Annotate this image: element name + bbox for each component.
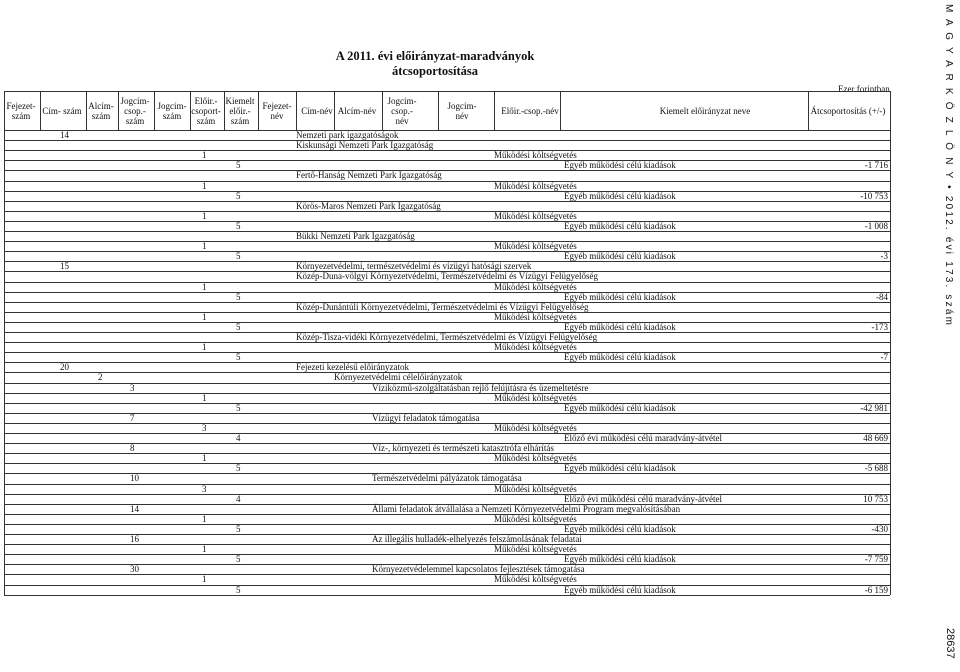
table-row (0, 201, 892, 211)
code-cell: 5 (236, 402, 241, 413)
name-cell: Egyéb működési célú kiadások (564, 523, 676, 534)
column-divider (190, 91, 191, 130)
name-cell: Fertő-Hanság Nemzeti Park Igazgatóság (296, 170, 442, 181)
header-kiemelt-nev: Kiemelt előirányzat neve (659, 106, 751, 116)
code-cell: 1 (202, 210, 207, 221)
code-cell: 16 (130, 534, 139, 544)
name-cell: Egyéb működési célú kiadások (564, 463, 676, 474)
amount-cell: -1 716 (864, 160, 888, 171)
name-cell: Víziközmű-szolgáltatásban rejlő felújításra és üzemeltetésre (372, 382, 589, 393)
name-cell: Környezetvédelmi célelőirányzatok (334, 372, 463, 383)
header-jogcim-nev: Jogcím- név (447, 101, 477, 121)
code-cell: 1 (202, 342, 207, 353)
header-kiemelt-eloir-szam: Kiemelt előir.- szám (225, 96, 255, 126)
header-eloir-csoport-szam: Előir.- csoport- szám (191, 96, 221, 126)
code-cell: 5 (236, 352, 241, 363)
name-cell: Egyéb működési célú kiadások (564, 352, 676, 363)
table-row (0, 423, 892, 433)
table-row (0, 352, 892, 362)
name-cell: Vízügyi feladatok támogatása (372, 412, 480, 423)
amount-cell: -3 (880, 251, 888, 262)
table-row (0, 453, 892, 463)
code-cell: 1 (202, 311, 207, 322)
table-row (0, 524, 892, 534)
code-cell: 14 (130, 503, 139, 514)
name-cell: Fejezeti kezelésű előirányzatok (296, 362, 409, 373)
header-jogcim-csop-nev: Jogcím- csop.- név (387, 96, 417, 126)
table-row (0, 130, 892, 140)
column-divider (808, 91, 809, 130)
header-fejezet-nev: Fejezet- név (262, 101, 292, 121)
name-cell: Közép-Tisza-vidéki Környezetvédelmi, Természetvédelmi és Vízügyi Felügyelőség (296, 332, 598, 342)
table-row (0, 504, 892, 514)
table-row (0, 554, 892, 564)
code-cell: 5 (236, 463, 241, 474)
table-row (0, 544, 892, 554)
table-row (0, 231, 892, 241)
name-cell: Egyéb működési célú kiadások (564, 321, 676, 332)
name-cell: Működési költségvetés (494, 453, 577, 464)
name-cell: Működési költségvetés (494, 311, 577, 322)
unit-label: Ezer forintban (838, 84, 890, 94)
code-cell: 20 (60, 362, 69, 373)
column-divider (890, 91, 891, 130)
amount-cell: -84 (876, 291, 888, 302)
table-row (0, 282, 892, 292)
table-row (0, 383, 892, 393)
table-row (0, 140, 892, 150)
code-cell: 7 (130, 412, 135, 423)
code-cell: 1 (202, 453, 207, 464)
name-cell: Egyéb működési célú kiadások (564, 190, 676, 201)
name-cell: Nemzeti park igazgatóságok (296, 130, 399, 140)
name-cell: Működési költségvetés (494, 513, 577, 524)
name-cell: Működési költségvetés (494, 422, 577, 433)
amount-cell: 10 753 (863, 493, 888, 504)
code-cell: 4 (236, 493, 241, 504)
amount-cell: -173 (871, 321, 888, 332)
journal-sidebar-text: M A G Y A R K Ö Z L Ö N Y • 2012. évi 173. szám (943, 4, 954, 328)
header-atcsoportositas: Átcsoportosítás (+/-) (810, 106, 886, 116)
page-title: A 2011. évi előirányzat-maradványok átcsoportosítása (335, 49, 535, 78)
column-divider (382, 91, 383, 130)
table-row (0, 322, 892, 332)
header-eloir-csop-nev: Előir.-csop.-név (501, 106, 559, 116)
table-row (0, 221, 892, 231)
code-cell: 1 (202, 281, 207, 292)
column-divider (258, 91, 259, 130)
table-row (0, 170, 892, 180)
column-divider (40, 91, 41, 130)
table-row (0, 261, 892, 271)
header-jogcim-csop-szam: Jogcím- csop.- szám (120, 96, 150, 126)
name-cell: Egyéb működési célú kiadások (564, 251, 676, 262)
name-cell: Az illegális hulladék-elhelyezés felszámolásának feladatai (372, 534, 582, 544)
code-cell: 3 (202, 422, 207, 433)
name-cell: Egyéb működési célú kiadások (564, 402, 676, 413)
table-row (0, 413, 892, 423)
code-cell: 1 (202, 180, 207, 191)
column-divider (560, 91, 561, 130)
column-divider (494, 91, 495, 130)
amount-cell: 48 669 (863, 433, 888, 443)
name-cell: Körös-Maros Nemzeti Park Igazgatóság (296, 200, 441, 211)
amount-cell: -6 159 (864, 584, 888, 595)
header-jogcim-szam: Jogcím- szám (157, 101, 187, 121)
amount-cell: -7 759 (864, 554, 888, 565)
header-alcim-nev: Alcím-név (337, 106, 377, 116)
header-cim-nev: Cím-név (301, 106, 333, 116)
column-divider (154, 91, 155, 130)
name-cell: Környezetvédelmi, természetvédelmi és vízügyi hatósági szervek (296, 261, 532, 272)
table-row (0, 211, 892, 221)
table-row (0, 463, 892, 473)
amount-cell: -5 688 (864, 463, 888, 474)
column-divider (86, 91, 87, 130)
table-row (0, 292, 892, 302)
code-cell: 2 (98, 372, 103, 383)
code-cell: 5 (236, 584, 241, 595)
page-number-text: 28637 (944, 628, 956, 659)
name-cell: Egyéb működési célú kiadások (564, 291, 676, 302)
header-fejezet-szam: Fejezet- szám (6, 101, 36, 121)
name-cell: Működési költségvetés (494, 342, 577, 353)
name-cell: Működési költségvetés (494, 574, 577, 585)
row-divider (4, 595, 890, 596)
name-cell: Működési költségvetés (494, 180, 577, 191)
code-cell: 5 (236, 291, 241, 302)
table-row (0, 241, 892, 251)
name-cell: Közép-Duna-völgyi Környezetvédelmi, Természetvédelmi és Vízügyi Felügyelőség (296, 271, 598, 282)
code-cell: 15 (60, 261, 69, 272)
name-cell: Működési költségvetés (494, 210, 577, 221)
amount-cell: -42 981 (860, 402, 888, 413)
column-divider (224, 91, 225, 130)
code-cell: 5 (236, 251, 241, 262)
name-cell: Természetvédelmi pályázatok támogatása (372, 473, 522, 484)
name-cell: Működési költségvetés (494, 281, 577, 292)
amount-cell: -1 008 (864, 220, 888, 231)
column-divider (4, 91, 5, 130)
name-cell: Működési költségvetés (494, 241, 577, 252)
code-cell: 1 (202, 392, 207, 403)
table-row (0, 312, 892, 322)
table-row (0, 403, 892, 413)
table-row (0, 342, 892, 352)
name-cell: Víz-, környezeti és természeti katasztrófa elhárítás (372, 443, 554, 454)
table-row (0, 362, 892, 372)
table-row (0, 150, 892, 160)
table-row (0, 514, 892, 524)
column-divider (118, 91, 119, 130)
table-row (0, 251, 892, 261)
header-cim-szam: Cím- szám (42, 106, 82, 116)
table-row (0, 191, 892, 201)
name-cell: Egyéb működési célú kiadások (564, 220, 676, 231)
code-cell: 3 (130, 382, 135, 393)
name-cell: Egyéb működési célú kiadások (564, 160, 676, 171)
code-cell: 10 (130, 473, 139, 484)
code-cell: 14 (60, 130, 69, 140)
name-cell: Előző évi működési célú maradvány-átvétel (564, 493, 722, 504)
table-row (0, 585, 892, 595)
column-divider (438, 91, 439, 130)
code-cell: 5 (236, 554, 241, 565)
table-row (0, 271, 892, 281)
table-row (0, 473, 892, 483)
name-cell: Bükki Nemzeti Park Igazgatóság (296, 231, 415, 241)
code-cell: 30 (130, 564, 139, 575)
name-cell: Működési költségvetés (494, 483, 577, 494)
code-cell: 1 (202, 150, 207, 161)
table-row (0, 534, 892, 544)
table-row (0, 564, 892, 574)
table-row (0, 443, 892, 453)
header-alcim-szam: Alcím- szám (88, 101, 114, 121)
code-cell: 5 (236, 220, 241, 231)
code-cell: 5 (236, 523, 241, 534)
name-cell: Állami feladatok átvállalása a Nemzeti Környezetvédelmi Program megvalósításában (372, 503, 681, 514)
code-cell: 5 (236, 160, 241, 171)
table-row (0, 372, 892, 382)
amount-cell: -7 (880, 352, 888, 363)
name-cell: Környezetvédelemmel kapcsolatos fejlesztések támogatása (372, 564, 585, 575)
name-cell: Előző évi működési célú maradvány-átvétel (564, 433, 722, 443)
name-cell: Kiskunsági Nemzeti Park Igazgatóság (296, 140, 434, 151)
code-cell: 3 (202, 483, 207, 494)
code-cell: 4 (236, 433, 241, 443)
table-row (0, 332, 892, 342)
code-cell: 5 (236, 190, 241, 201)
column-divider (334, 91, 335, 130)
page-number (942, 628, 958, 672)
table-row (0, 160, 892, 170)
name-cell: Egyéb működési célú kiadások (564, 584, 676, 595)
name-cell: Működési költségvetés (494, 150, 577, 161)
column-divider (296, 91, 297, 130)
amount-cell: -10 753 (860, 190, 888, 201)
code-cell: 1 (202, 574, 207, 585)
amount-cell: -430 (871, 523, 888, 534)
table-row (0, 393, 892, 403)
table-row (0, 494, 892, 504)
name-cell: Közép-Dunántúli Környezetvédelmi, Természetvédelmi és Vízügyi Felügyelőség (296, 301, 589, 312)
name-cell: Működési költségvetés (494, 392, 577, 403)
code-cell: 8 (130, 443, 135, 454)
name-cell: Működési költségvetés (494, 544, 577, 555)
code-cell: 5 (236, 321, 241, 332)
table-row (0, 484, 892, 494)
table-row (0, 302, 892, 312)
table-row (0, 574, 892, 584)
code-cell: 1 (202, 241, 207, 252)
table-row (0, 181, 892, 191)
row-divider (4, 91, 890, 92)
name-cell: Egyéb működési célú kiadások (564, 554, 676, 565)
code-cell: 1 (202, 513, 207, 524)
table-row (0, 433, 892, 443)
code-cell: 1 (202, 544, 207, 555)
journal-sidebar (940, 4, 956, 328)
